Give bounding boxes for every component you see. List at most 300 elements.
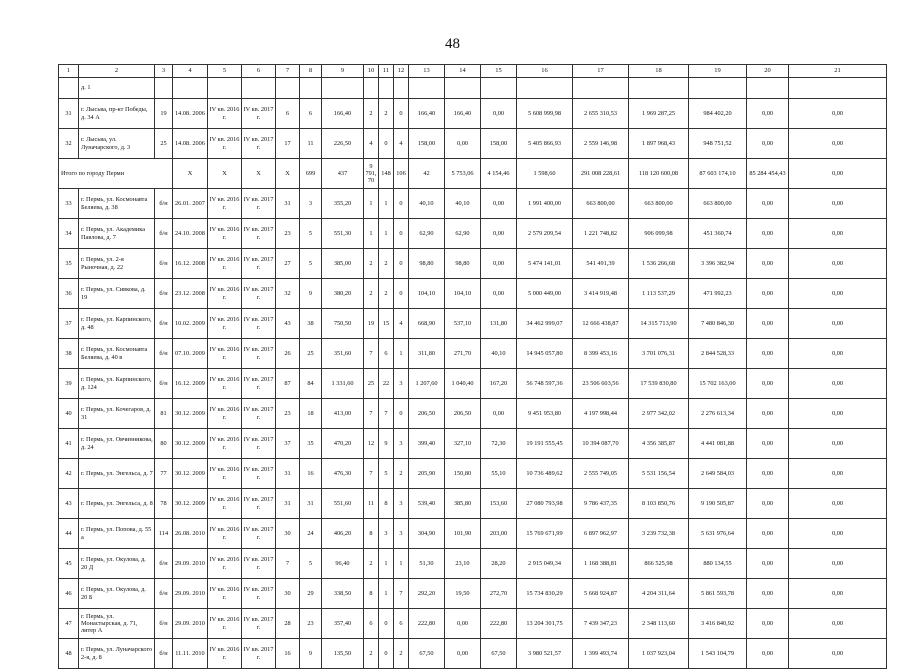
table-cell: 36 bbox=[59, 279, 79, 309]
table-cell: 0,00 bbox=[481, 189, 517, 219]
table-cell: 18 bbox=[300, 399, 322, 429]
table-cell bbox=[300, 78, 322, 99]
table-cell: 48 bbox=[59, 639, 79, 669]
table-cell: 40,10 bbox=[409, 189, 445, 219]
table-cell: 355,20 bbox=[322, 189, 364, 219]
table-cell: 0,00 bbox=[789, 549, 887, 579]
table-cell: 0,00 bbox=[481, 249, 517, 279]
table-cell: 2 bbox=[364, 279, 379, 309]
table-cell: 0,00 bbox=[747, 249, 789, 279]
table-cell: IV кв. 2016 г. bbox=[208, 489, 242, 519]
table-cell: б/н bbox=[155, 369, 173, 399]
table-cell: 3 414 919,48 bbox=[573, 279, 629, 309]
table-cell: 0,00 bbox=[747, 639, 789, 669]
table-cell: 4 bbox=[394, 129, 409, 159]
table-cell: г. Пермь, ул. Сивкова, д. 19 bbox=[79, 279, 155, 309]
table-cell: 0,00 bbox=[747, 279, 789, 309]
table-cell: 148 bbox=[379, 159, 394, 189]
column-number-cell: 1 bbox=[59, 65, 79, 78]
table-cell: 1 399 493,74 bbox=[573, 639, 629, 669]
table-row bbox=[59, 579, 887, 609]
table-cell: 2 649 584,03 bbox=[689, 459, 747, 489]
table-cell: 0 bbox=[394, 279, 409, 309]
table-cell: 1 969 287,25 bbox=[629, 99, 689, 129]
table-cell: IV кв. 2016 г. bbox=[208, 369, 242, 399]
table-cell: 0,00 bbox=[445, 609, 481, 639]
table-row bbox=[59, 279, 887, 309]
table-row bbox=[59, 219, 887, 249]
table-cell: 3 980 521,57 bbox=[517, 639, 573, 669]
column-number-cell: 14 bbox=[445, 65, 481, 78]
table-cell: 0,00 bbox=[747, 99, 789, 129]
table-cell: 4 356 385,87 bbox=[629, 429, 689, 459]
table-cell: 17 bbox=[276, 129, 300, 159]
table-cell: 0,00 bbox=[789, 489, 887, 519]
total-row bbox=[59, 159, 887, 189]
table-cell: 34 462 999,07 bbox=[517, 309, 573, 339]
column-number-cell: 11 bbox=[379, 65, 394, 78]
table-cell: 1 543 104,79 bbox=[689, 639, 747, 669]
table-cell: 4 441 081,88 bbox=[689, 429, 747, 459]
table-cell: д. 1 bbox=[79, 78, 155, 99]
table-cell: 5 861 593,78 bbox=[689, 579, 747, 609]
table-cell: 3 416 840,92 bbox=[689, 609, 747, 639]
table-cell: 1 331,60 bbox=[322, 369, 364, 399]
table-cell: 5 bbox=[300, 219, 322, 249]
table-cell: 166,40 bbox=[445, 99, 481, 129]
table-cell: IV кв. 2016 г. bbox=[208, 609, 242, 639]
table-cell: 5 474 141,01 bbox=[517, 249, 573, 279]
table-cell: 0,00 bbox=[747, 309, 789, 339]
table-cell: 880 134,55 bbox=[689, 549, 747, 579]
table-cell: IV кв. 2017 г. bbox=[242, 189, 276, 219]
table-cell: 28,20 bbox=[481, 549, 517, 579]
table-row bbox=[59, 639, 887, 669]
table-cell: 0,00 bbox=[747, 579, 789, 609]
table-cell: 7 439 347,23 bbox=[573, 609, 629, 639]
table-cell: IV кв. 2017 г. bbox=[242, 519, 276, 549]
table-cell: 7 bbox=[394, 579, 409, 609]
table-cell: 0,00 bbox=[747, 489, 789, 519]
table-cell: 4 bbox=[364, 129, 379, 159]
table-cell: 0 bbox=[379, 639, 394, 669]
table-cell: 40 bbox=[59, 399, 79, 429]
column-number-cell: 21 bbox=[789, 65, 887, 78]
table-cell: 9 bbox=[300, 639, 322, 669]
column-number-cell: 17 bbox=[573, 65, 629, 78]
table-cell: 2 555 749,05 bbox=[573, 459, 629, 489]
table-cell: 537,10 bbox=[445, 309, 481, 339]
table-cell: 42 bbox=[409, 159, 445, 189]
table-cell: 7 bbox=[364, 459, 379, 489]
table-cell: 27 bbox=[276, 249, 300, 279]
table-cell: 203,00 bbox=[481, 519, 517, 549]
table-cell: 9 190 505,87 bbox=[689, 489, 747, 519]
table-cell: 26.08. 2010 bbox=[173, 519, 208, 549]
table-cell: 2 bbox=[364, 249, 379, 279]
table-cell: 2 844 528,33 bbox=[689, 339, 747, 369]
table-cell: 11.11. 2010 bbox=[173, 639, 208, 669]
table-cell: 3 bbox=[394, 519, 409, 549]
table-cell: 1 bbox=[379, 189, 394, 219]
column-number-cell: 19 bbox=[689, 65, 747, 78]
column-number-cell: 7 bbox=[276, 65, 300, 78]
table-cell: 470,20 bbox=[322, 429, 364, 459]
table-cell: 81 bbox=[155, 399, 173, 429]
table-cell bbox=[789, 78, 887, 99]
table-cell: 19 bbox=[155, 99, 173, 129]
table-cell: IV кв. 2017 г. bbox=[242, 129, 276, 159]
table-cell: 14 315 713,90 bbox=[629, 309, 689, 339]
table-cell bbox=[747, 78, 789, 99]
table-cell: 0 bbox=[394, 189, 409, 219]
table-cell: 2 bbox=[364, 639, 379, 669]
table-cell: г. Лысьва, ул. Луначарского, д. 3 bbox=[79, 129, 155, 159]
table-cell: 1 bbox=[379, 579, 394, 609]
table-cell bbox=[364, 78, 379, 99]
table-cell: 0,00 bbox=[789, 339, 887, 369]
table-row bbox=[59, 519, 887, 549]
table-cell: 0,00 bbox=[747, 189, 789, 219]
table-cell: 43 bbox=[59, 489, 79, 519]
table-cell: 0,00 bbox=[789, 309, 887, 339]
table-cell: 437 bbox=[322, 159, 364, 189]
table-cell: 0,00 bbox=[789, 369, 887, 399]
table-cell: 0,00 bbox=[789, 189, 887, 219]
table-cell: 16.12. 2009 bbox=[173, 369, 208, 399]
table-cell: 406,20 bbox=[322, 519, 364, 549]
table-cell: 0,00 bbox=[789, 279, 887, 309]
table-cell: 7 bbox=[364, 399, 379, 429]
table-cell bbox=[394, 78, 409, 99]
table-cell: 311,80 bbox=[409, 339, 445, 369]
table-cell: IV кв. 2017 г. bbox=[242, 279, 276, 309]
table-cell: 0,00 bbox=[747, 219, 789, 249]
table-cell: б/н bbox=[155, 309, 173, 339]
table-cell: 29.09. 2010 bbox=[173, 609, 208, 639]
table-cell: 29 bbox=[300, 579, 322, 609]
table-cell: 1 bbox=[364, 189, 379, 219]
column-number-cell: 4 bbox=[173, 65, 208, 78]
table-cell: IV кв. 2016 г. bbox=[208, 249, 242, 279]
table-cell: 32 bbox=[276, 279, 300, 309]
table-cell: 23.12. 2008 bbox=[173, 279, 208, 309]
table-cell: 150,80 bbox=[445, 459, 481, 489]
column-number-cell: 18 bbox=[629, 65, 689, 78]
table-cell: 15 734 830,29 bbox=[517, 579, 573, 609]
table-cell: 984 402,20 bbox=[689, 99, 747, 129]
table-cell: 3 396 382,94 bbox=[689, 249, 747, 279]
table-cell: 19 191 555,45 bbox=[517, 429, 573, 459]
table-cell: 6 bbox=[379, 339, 394, 369]
table-cell: 9 451 953,80 bbox=[517, 399, 573, 429]
table-cell: 10.02. 2009 bbox=[173, 309, 208, 339]
table-cell: 1 991 400,00 bbox=[517, 189, 573, 219]
table-cell: 663 800,00 bbox=[629, 189, 689, 219]
table-cell: г. Пермь, ул. Овчинникова, д. 24 bbox=[79, 429, 155, 459]
table-cell: 222,80 bbox=[409, 609, 445, 639]
table-cell: 118 120 600,08 bbox=[629, 159, 689, 189]
table-cell: 84 bbox=[300, 369, 322, 399]
table-cell: 114 bbox=[155, 519, 173, 549]
table-cell: 476,30 bbox=[322, 459, 364, 489]
table-cell: 0,00 bbox=[747, 339, 789, 369]
table-cell: 19 bbox=[364, 309, 379, 339]
table-cell: 104,10 bbox=[445, 279, 481, 309]
table-cell: IV кв. 2017 г. bbox=[242, 609, 276, 639]
table-cell: 0 bbox=[394, 219, 409, 249]
table-cell: 0,00 bbox=[789, 249, 887, 279]
table-cell: Итого по городу Перми bbox=[59, 159, 173, 189]
table-cell: 4 204 311,64 bbox=[629, 579, 689, 609]
table-cell: г. Пермь, ул. Энгельса, д. 7 bbox=[79, 459, 155, 489]
table-cell: б/н bbox=[155, 249, 173, 279]
table-cell: 38 bbox=[59, 339, 79, 369]
table-cell: г. Пермь, ул. Академика Павлова, д. 7 bbox=[79, 219, 155, 249]
table-cell: IV кв. 2016 г. bbox=[208, 219, 242, 249]
table-cell: 541 491,39 bbox=[573, 249, 629, 279]
table-cell: 0,00 bbox=[789, 219, 887, 249]
table-row bbox=[59, 399, 887, 429]
table-row bbox=[59, 339, 887, 369]
table-cell: г. Пермь, ул. Энгельса, д. 8 bbox=[79, 489, 155, 519]
table-cell: 471 992,23 bbox=[689, 279, 747, 309]
table-cell bbox=[689, 78, 747, 99]
table-cell: 158,00 bbox=[481, 129, 517, 159]
table-cell: 44 bbox=[59, 519, 79, 549]
table-cell: 07.10. 2009 bbox=[173, 339, 208, 369]
table-cell: 42 bbox=[59, 459, 79, 489]
table-cell: г. Пермь, ул. Монастырская, д. 71, литер А bbox=[79, 609, 155, 639]
table-cell: 1 bbox=[379, 219, 394, 249]
table-row bbox=[59, 429, 887, 459]
table-cell: 3 bbox=[394, 429, 409, 459]
table-cell: 4 154,46 bbox=[481, 159, 517, 189]
table-cell: 6 bbox=[276, 99, 300, 129]
table-cell: 5 608 999,98 bbox=[517, 99, 573, 129]
table-cell bbox=[242, 78, 276, 99]
table-cell: 11 bbox=[364, 489, 379, 519]
table-cell bbox=[276, 78, 300, 99]
table-cell: 5 bbox=[379, 459, 394, 489]
table-cell: 2 bbox=[394, 459, 409, 489]
table-cell: 96,40 bbox=[322, 549, 364, 579]
table-cell: 85 284 454,43 bbox=[747, 159, 789, 189]
table-cell: IV кв. 2016 г. bbox=[208, 99, 242, 129]
table-cell bbox=[173, 78, 208, 99]
table-cell bbox=[445, 78, 481, 99]
table-cell: 2 bbox=[379, 99, 394, 129]
table-cell: 34 bbox=[59, 219, 79, 249]
table-cell: 25 bbox=[300, 339, 322, 369]
table-cell: 3 bbox=[394, 489, 409, 519]
table-cell: 28 bbox=[276, 609, 300, 639]
table-cell: г. Пермь, ул. Космонавта Беляева, д. 40 в bbox=[79, 339, 155, 369]
table-row bbox=[59, 369, 887, 399]
table-cell: 12 bbox=[364, 429, 379, 459]
table-cell: 0,00 bbox=[747, 399, 789, 429]
table-cell: 2 bbox=[379, 279, 394, 309]
table-cell: X bbox=[208, 159, 242, 189]
table-cell: 62,90 bbox=[409, 219, 445, 249]
table-cell: 37 bbox=[59, 309, 79, 339]
table-cell: 3 bbox=[300, 189, 322, 219]
table-cell: 13 204 301,75 bbox=[517, 609, 573, 639]
table-cell: IV кв. 2017 г. bbox=[242, 309, 276, 339]
table-cell: 5 bbox=[300, 549, 322, 579]
table-cell: 327,10 bbox=[445, 429, 481, 459]
table-cell: 25 bbox=[155, 129, 173, 159]
table-cell: 101,90 bbox=[445, 519, 481, 549]
table-cell: 23 bbox=[276, 399, 300, 429]
table-cell: 3 701 076,31 bbox=[629, 339, 689, 369]
table-cell: 25 bbox=[364, 369, 379, 399]
table-cell: 16.12. 2008 bbox=[173, 249, 208, 279]
table-cell: 31 bbox=[276, 489, 300, 519]
table-cell: 15 769 671,99 bbox=[517, 519, 573, 549]
table-cell: 131,80 bbox=[481, 309, 517, 339]
table-cell: 11 bbox=[300, 129, 322, 159]
table-cell: 2 579 209,54 bbox=[517, 219, 573, 249]
column-number-cell: 13 bbox=[409, 65, 445, 78]
table-cell: 15 702 163,00 bbox=[689, 369, 747, 399]
table-cell: 2 bbox=[394, 639, 409, 669]
table-cell: 87 bbox=[276, 369, 300, 399]
table-cell: г. Пермь, ул. Окулова, д. 20 Б bbox=[79, 579, 155, 609]
table-cell bbox=[481, 78, 517, 99]
table-cell: 77 bbox=[155, 459, 173, 489]
table-cell: 29.09. 2010 bbox=[173, 549, 208, 579]
table-cell: 31 bbox=[276, 189, 300, 219]
table-cell: 0 bbox=[394, 399, 409, 429]
table-cell: 0,00 bbox=[789, 459, 887, 489]
table-cell: б/н bbox=[155, 339, 173, 369]
table-row bbox=[59, 189, 887, 219]
table-cell: 0,00 bbox=[481, 219, 517, 249]
table-cell bbox=[322, 78, 364, 99]
column-number-cell: 5 bbox=[208, 65, 242, 78]
table-cell: 12 666 438,87 bbox=[573, 309, 629, 339]
table-cell: 7 bbox=[364, 339, 379, 369]
table-cell: 158,00 bbox=[409, 129, 445, 159]
table-cell: 10 736 489,62 bbox=[517, 459, 573, 489]
table-cell: 135,50 bbox=[322, 639, 364, 669]
table-cell: 0,00 bbox=[747, 609, 789, 639]
table-cell bbox=[208, 78, 242, 99]
table-cell: 0,00 bbox=[747, 129, 789, 159]
table-cell: б/н bbox=[155, 279, 173, 309]
table-cell: 948 751,52 bbox=[689, 129, 747, 159]
table-cell: 2 276 613,34 bbox=[689, 399, 747, 429]
table-cell: 0,00 bbox=[789, 399, 887, 429]
table-cell: 0,00 bbox=[789, 99, 887, 129]
table-cell: 32 bbox=[59, 129, 79, 159]
table-cell: 272,70 bbox=[481, 579, 517, 609]
table-cell: 0,00 bbox=[445, 639, 481, 669]
table-cell: 0,00 bbox=[747, 519, 789, 549]
table-cell: 0 bbox=[394, 99, 409, 129]
table-cell: 1 897 968,43 bbox=[629, 129, 689, 159]
table-cell: 5 000 449,00 bbox=[517, 279, 573, 309]
table-cell: 22 bbox=[379, 369, 394, 399]
table-cell: 67,50 bbox=[481, 639, 517, 669]
table-cell: 0,00 bbox=[789, 159, 887, 189]
column-number-cell: 9 bbox=[322, 65, 364, 78]
column-number-cell: 2 bbox=[79, 65, 155, 78]
table-cell: X bbox=[276, 159, 300, 189]
table-cell: 551,30 bbox=[322, 219, 364, 249]
table-cell: 10 394 087,70 bbox=[573, 429, 629, 459]
table-row bbox=[59, 459, 887, 489]
table-cell: 7 bbox=[276, 549, 300, 579]
table-cell: 46 bbox=[59, 579, 79, 609]
table-cell: 206,50 bbox=[409, 399, 445, 429]
table-cell: 23 bbox=[300, 609, 322, 639]
table-cell: IV кв. 2016 г. bbox=[208, 339, 242, 369]
table-cell: 292,20 bbox=[409, 579, 445, 609]
resettlement-table bbox=[58, 64, 887, 669]
table-cell: 304,90 bbox=[409, 519, 445, 549]
table-cell: г. Пермь, ул. 2-я Рыночная, д. 22 bbox=[79, 249, 155, 279]
table-cell: 33 bbox=[59, 189, 79, 219]
table-cell: 271,70 bbox=[445, 339, 481, 369]
table-cell: 8 bbox=[364, 579, 379, 609]
table-cell: 2 559 146,98 bbox=[573, 129, 629, 159]
table-cell: 9 bbox=[379, 429, 394, 459]
table-cell: 5 bbox=[300, 249, 322, 279]
table-cell: 35 bbox=[300, 429, 322, 459]
table-cell: 1 bbox=[394, 339, 409, 369]
table-cell: 14.08. 2006 bbox=[173, 129, 208, 159]
table-cell: 380,20 bbox=[322, 279, 364, 309]
table-cell: 0,00 bbox=[747, 369, 789, 399]
column-number-cell: 8 bbox=[300, 65, 322, 78]
table-cell: IV кв. 2017 г. bbox=[242, 489, 276, 519]
table-cell bbox=[379, 78, 394, 99]
table-cell: 9 791,70 bbox=[364, 159, 379, 189]
table-cell bbox=[517, 78, 573, 99]
table-cell: 539,40 bbox=[409, 489, 445, 519]
table-cell: 23 506 603,56 bbox=[573, 369, 629, 399]
table-cell: 0,00 bbox=[789, 129, 887, 159]
table-cell: 1 bbox=[394, 549, 409, 579]
table-cell: 1 536 266,68 bbox=[629, 249, 689, 279]
table-cell: 5 631 976,64 bbox=[689, 519, 747, 549]
table-cell: 98,80 bbox=[409, 249, 445, 279]
table-cell: 30 bbox=[276, 519, 300, 549]
table-cell: 15 bbox=[379, 309, 394, 339]
table-cell: 291 008 228,61 bbox=[573, 159, 629, 189]
table-cell: 1 113 537,29 bbox=[629, 279, 689, 309]
table-cell: 6 bbox=[300, 99, 322, 129]
table-cell: 167,20 bbox=[481, 369, 517, 399]
table-cell: 8 399 453,16 bbox=[573, 339, 629, 369]
table-cell: 0,00 bbox=[747, 459, 789, 489]
table-cell: 0,00 bbox=[481, 399, 517, 429]
table-cell: 357,40 bbox=[322, 609, 364, 639]
table-cell: б/н bbox=[155, 639, 173, 669]
table-cell: г. Лысьва, пр-кт Победы, д. 34 А bbox=[79, 99, 155, 129]
table-cell: 31 bbox=[59, 99, 79, 129]
table-cell: 27 080 793,98 bbox=[517, 489, 573, 519]
table-cell: 166,40 bbox=[409, 99, 445, 129]
table-row bbox=[59, 99, 887, 129]
table-cell: 35 bbox=[59, 249, 79, 279]
page-number: 48 bbox=[445, 36, 460, 52]
table-cell: г. Пермь, ул. Окулова, д. 20 Д bbox=[79, 549, 155, 579]
table-cell: 30 bbox=[276, 579, 300, 609]
table-cell: 45 bbox=[59, 549, 79, 579]
